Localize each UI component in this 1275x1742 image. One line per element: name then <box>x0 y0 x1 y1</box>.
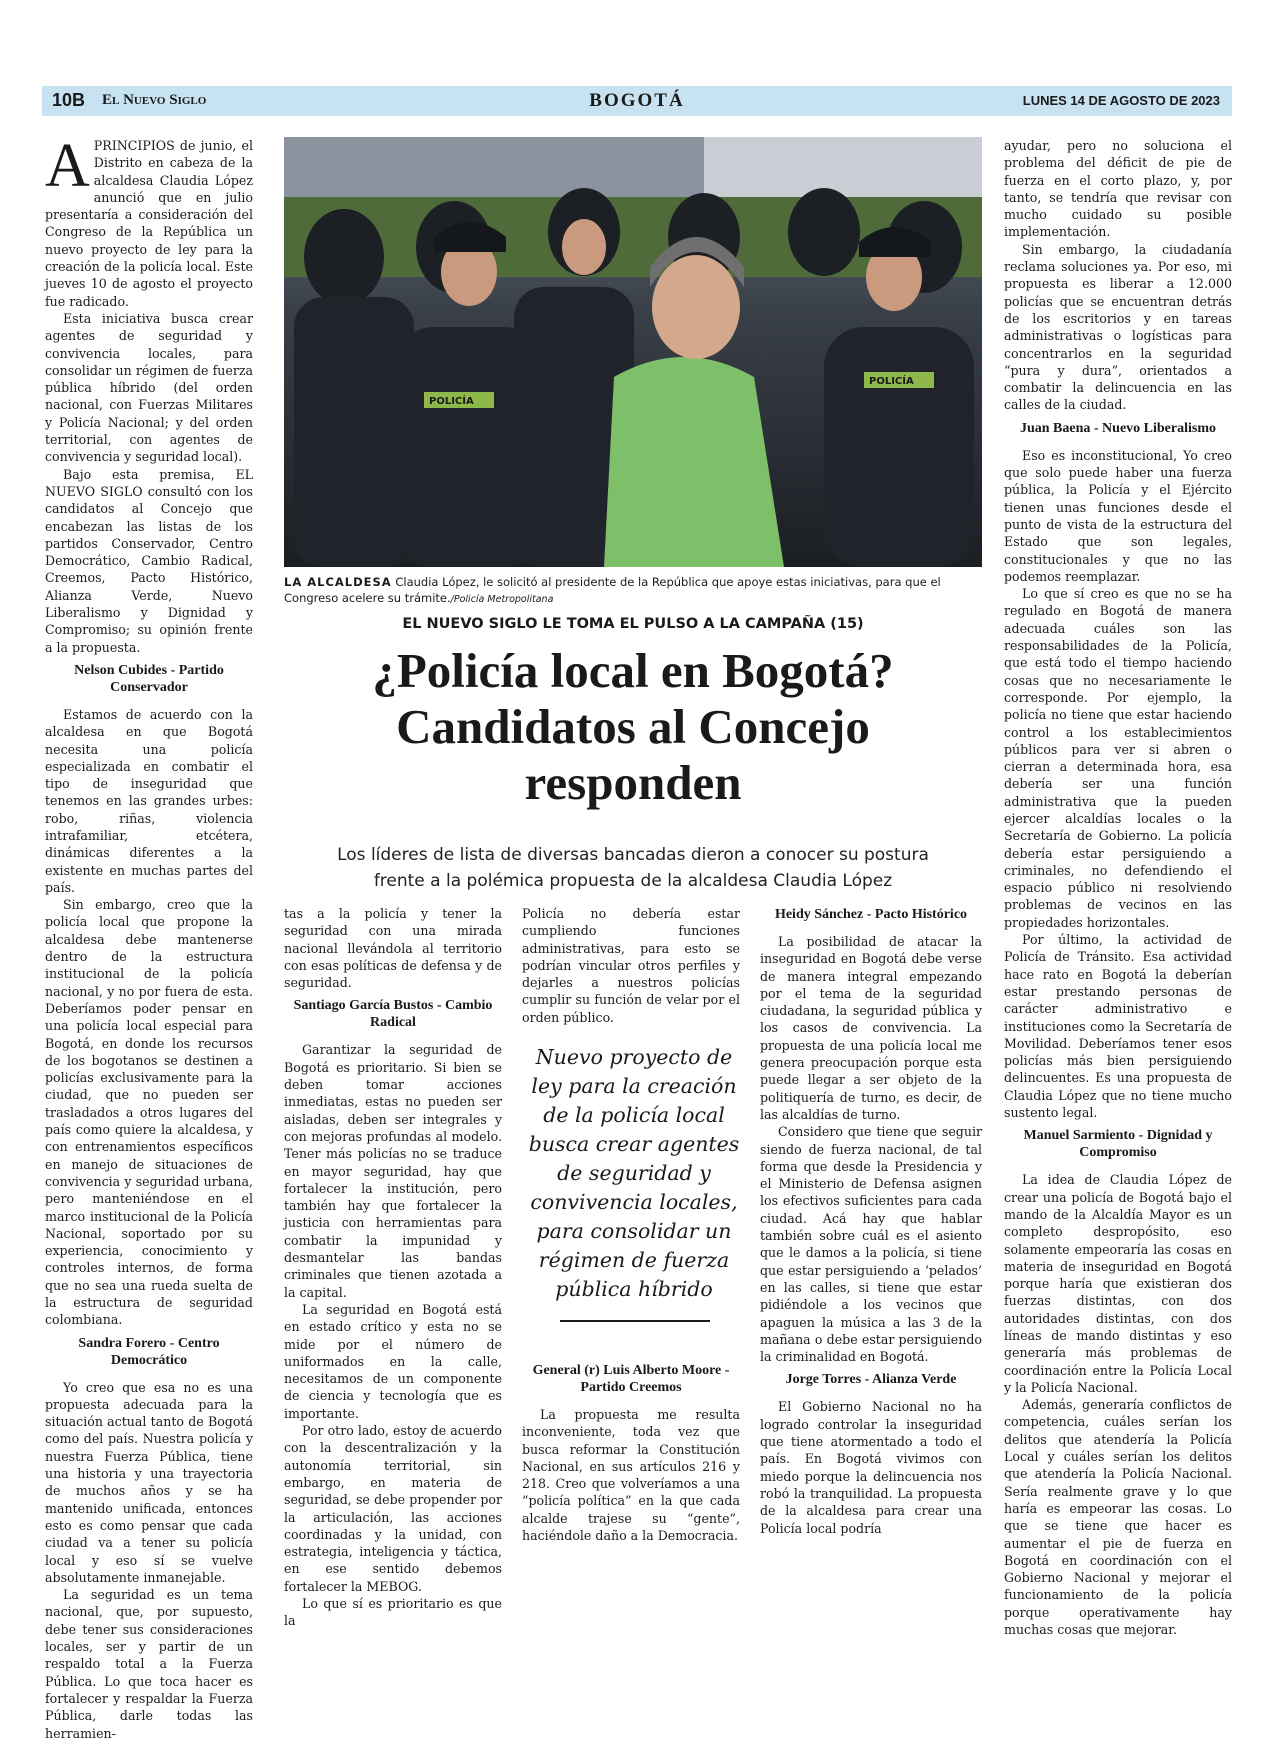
speaker-heading: Heidy Sánchez - Pacto Histórico <box>774 907 968 922</box>
column-1 <box>45 132 253 1742</box>
paragraph: Bajo esta premisa, EL NUEVO SIGLO consultó con los candidatos al Concejo que encabezan las listas de los partidos Conservador, Centro Democrático, Cambio Radical, Creemos, Pacto Histórico, Alianza Verde, Nuevo Liberalismo y Dignidad y Compromiso; su opinión frente a la propuesta. <box>45 466 253 655</box>
speaker-heading: Jorge Torres - Alianza Verde <box>785 1372 957 1388</box>
paragraph: Por otro lado, estoy de acuerdo con la descentralización y la autonomía territorial, sin embargo, en materia de seguridad, se debe propender por la articulación, las acciones coordinadas y la unidad, con estrategia, inteligencia y táctica, en ese sentido debemos fortalecer la MEBOG. <box>284 1423 502 1594</box>
lead-paragraph: APRINCIPIOS de junio, el Distrito en cabeza de la alcaldesa Claudia López anunció que en julio presentaría a consideración del Congreso de la República un nuevo proyecto de ley para la creación de la policía local. Este jueves 10 de agosto el proyecto fue radicado. <box>45 132 253 309</box>
news-photo <box>284 137 982 567</box>
column-3-lower <box>522 1356 740 1544</box>
drop-cap: A <box>45 132 90 200</box>
paragraph: La seguridad en Bogotá está en estado crítico y esta no se mide por el número de uniformados en la calle, necesitamos de un componente de ciencia y tecnología que es importante. <box>284 1301 502 1421</box>
headline: ¿Policía local en Bogotá? Candidatos al Concejo responden <box>372 643 894 810</box>
paragraph: Considero que tiene que seguir siendo de fuerza nacional, de tal forma que desde la Presidencia y el Ministerio de Defensa asignen los efectivos suficientes para cada ciudad. Acá hay que hablar también sobre cuál es el asiento que le damos a la policía, si tiene que estar persiguiendo a ‘pelados’ en las calles, si tiene que estar pidiéndole a los vecinos que apaguen la música a las 3 de la mañana o debe estar persiguiendo la criminalidad en Bogotá. <box>760 1124 982 1365</box>
paragraph: El Gobierno Nacional no ha logrado controlar la inseguridad que tiene atormentado a todo el país. En Bogotá vivimos con miedo porque la delincuencia nos robó la tranquilidad. La propuesta de la alcaldesa para crear una Policía local podría <box>760 1399 982 1536</box>
pull-quote-rule <box>560 1320 710 1322</box>
paragraph: Yo creo que esa no es una propuesta adecuada para la situación actual tanto de Bogotá como del país. Nuestra policía y nuestra Fuerza Pública, tiene una historia y una trayectoria de muchos años y se ha mantenido unificada, entonces esto es como pensar que cada ciudad va a tener su policía local y eso sí se vuelve absolutamente inmanejable. <box>45 1379 253 1585</box>
paragraph: tas a la policía y tener la seguridad con una mirada nacional llevándola al territorio con esas políticas de defensa y de seguridad. <box>284 906 502 991</box>
column-5 <box>1004 137 1232 1638</box>
speaker-heading: Sandra Forero - Centro Democrático <box>78 1335 220 1368</box>
paragraph: Eso es inconstitucional, Yo creo que solo puede haber una fuerza pública, la Policía y el Ejército tienen unas funciones desde el punto de vista de la estructura del Estado que son legales, constitucionales y que no las podemos reemplazar. <box>1004 447 1232 584</box>
section-title: BOGOTÁ <box>589 90 685 111</box>
kicker: EL NUEVO SIGLO LE TOMA EL PULSO A LA CAMPAÑA (15) <box>402 616 864 632</box>
paragraph: La propuesta me resulta inconveniente, toda vez que busca reformar la Constitución Nacional, en sus artículos 216 y 218. Creo que volveríamos a una “policía política” en la que cada alcalde trajese su “gente”, haciéndole daño a la Democracia. <box>522 1407 740 1544</box>
column-2 <box>284 905 502 1630</box>
subheadline: Los líderes de lista de diversas bancadas dieron a conocer su postura frente a la polémica propuesta de la alcaldesa Claudia López <box>337 845 929 891</box>
paragraph: ayudar, pero no soluciona el problema del déficit de pie de fuerza en el corto plazo, y, por tanto, se tendría que revisar con mucho cuidado su posible implementación. <box>1004 138 1232 240</box>
paragraph: La idea de Claudia López de crear una policía de Bogotá bajo el mando de la Alcaldía Mayor es un completo despropósito, eso solamente empeoraría las cosas en materia de inseguridad en Bogotá porque haría que existieran dos fuerzas distintas, con dos autoridades distintas, con dos líneas de mando distintas y eso generaría más problemas de coordinación entre la Policía Local y la Policía Nacional. <box>1004 1172 1232 1395</box>
photo-badge-text: POLICÍA <box>429 396 474 407</box>
speaker-heading: Santiago García Bustos - Cambio Radical <box>293 998 493 1031</box>
photo-caption <box>284 574 982 608</box>
speaker-heading: Juan Baena - Nuevo Liberalismo <box>1019 420 1216 436</box>
page-number: 10B <box>52 90 86 110</box>
caption-lead: LA ALCALDESA <box>284 575 392 589</box>
speaker-heading: General (r) Luis Alberto Moore - Partido Creemos <box>532 1363 730 1395</box>
photo-badge-text: POLICÍA <box>869 376 914 387</box>
paragraph: Sin embargo, creo que la policía local que propone la alcaldesa debe mantenerse dentro de la estructura institucional de la policía nacional, y no por fuera de esta. Deberíamos poder pensar en una policía local especial para Bogotá, en donde los recursos de los bogotanos se destinen a policías exclusivamente para la ciudad, que no pueden ser trasladados a otros lugares del país como quiere la alcaldesa, y con entrenamientos específicos en manejo de situaciones de convivencia y seguridad urbana, pero manteniéndose en el marco institucional de la Policía Nacional, soportado por su experiencia, conocimiento y controles internos, de forma que no sea una rueda suelta de la estructura de seguridad colombiana. <box>45 897 253 1328</box>
issue-date: LUNES 14 DE AGOSTO DE 2023 <box>1022 93 1220 108</box>
speaker-heading: Nelson Cubides - Partido Conservador <box>74 662 224 695</box>
paragraph: Lo que sí es prioritario es que la <box>284 1595 502 1629</box>
paragraph: Además, generaría conflictos de competencia, cuáles serían los delitos que atendería la Policía Local y cuáles serían los delitos que atendería la Policía Nacional. Sería realmente grave y lo que haría es empeorar las cosas. Lo que se tiene que hacer es aumentar el pie de fuerza en Bogotá en coordinación con el Gobierno Nacional y mejorar el funcionamiento de la policía porque operativamente hay muchas cosas que mejorar. <box>1004 1397 1232 1638</box>
paragraph: Estamos de acuerdo con la alcaldesa en que Bogotá necesita una policía especializada en combatir el tipo de inseguridad que tenemos en las grandes urbes: robo, riñas, violencia intrafamiliar, etcétera, dinámicas diferentes a la existente en muchas partes del país. <box>45 706 253 895</box>
paragraph: Garantizar la seguridad de Bogotá es prioritario. Si bien se deben tomar acciones inmediatas, estas no pueden ser aisladas, deben ser integrales y con mejoras profundas al modelo. Tener más policías no se traduce en mayor seguridad, hay que fortalecer la institución, pero también hay que fortalecer la justicia con herramientas para combatir la impunidad y desmantelar las bandas criminales que tienen azotada a la capital. <box>284 1042 502 1300</box>
paragraph: La posibilidad de atacar la inseguridad en Bogotá debe verse de manera integral empezando por el tema de la seguridad ciudadana, la seguridad pública y los casos de convivencia. La propuesta de una policía local me genera preocupación porque esta puede llegar a ser objeto de la politiquería de turno, es decir, de las alcaldías de turno. <box>760 934 982 1122</box>
newspaper-name: El Nuevo Siglo <box>102 92 207 108</box>
paragraph: Sin embargo, la ciudadanía reclama soluciones ya. Por eso, mi propuesta es liberar a 12.000 policías que se encuentran detrás de los escritorios y en tareas administrativas o logísticas para concentrarlos en la seguridad “pura y dura”, orientados a combatir la delincuencia en las calles de la ciudad. <box>1004 241 1232 413</box>
column-4 <box>760 900 982 1537</box>
photo-credit: /Policía Metropolitana <box>450 594 554 605</box>
caption-text: Claudia López, le solicitó al presidente de la República que apoye estas iniciativas, para que el Congreso acelere su trámite. <box>284 575 941 605</box>
paragraph: Lo que sí creo es que no se ha regulado en Bogotá de manera adecuada cuáles son las responsabilidades de la Policía, que está todo el tiempo haciendo cosas que no necesariamente le corresponde. Por ejemplo, la policía no tiene que estar haciendo control a los establecimientos públicos para ver si abren o cierran a determinada hora, esa debería ser una función administrativa que la pueden ejercer alcaldías locales o la Secretaría de Gobierno. La policía debería estar persiguiendo a criminales, no defendiendo el espacio público ni resolviendo problemas de vecinos en las propiedades horizontales. <box>1004 586 1232 930</box>
paragraph: Policía no debería estar cumpliendo funciones administrativas, para esto se podrían vincular otros perfiles y dejarles a nuestros policías cumplir su función de velar por el orden público. <box>522 906 740 1025</box>
column-3 <box>522 905 740 1026</box>
speaker-heading: Manuel Sarmiento - Dignidad y Compromiso <box>1023 1128 1213 1161</box>
paragraph: Esta iniciativa busca crear agentes de seguridad y convivencia locales, para consolidar un régimen de fuerza pública híbrido (del orden nacional, con Fuerzas Militares y Policía Nacional; y del orden territorial, con agentes de convivencia y seguridad local). <box>45 310 253 465</box>
page-header <box>42 86 1232 116</box>
paragraph: La seguridad es un tema nacional, que, por supuesto, debe tener sus consideraciones locales, ser y partir de un respaldo total a la Fuerza Pública. Lo que toca hacer es fortalecer y respaldar la Fuerza Pública, darle todas las herramien- <box>45 1587 253 1741</box>
paragraph: Por último, la actividad de Policía de Tránsito. Esa actividad hace rato en Bogotá la deberían estar prestando personas de carácter administrativo e instituciones como la Secretaría de Movilidad. Deberíamos tener esos policías más bien persiguiendo delincuentes. Es una propuesta de Claudia López que no tiene mucho sustento legal. <box>1004 932 1232 1121</box>
photo-illustration <box>284 137 982 567</box>
pull-quote: Nuevo proyecto de ley para la creación de la policía local busca crear agentes de seguridad y convivencia locales, para consolidar un régimen de fuerza pública híbrido <box>528 1045 740 1301</box>
